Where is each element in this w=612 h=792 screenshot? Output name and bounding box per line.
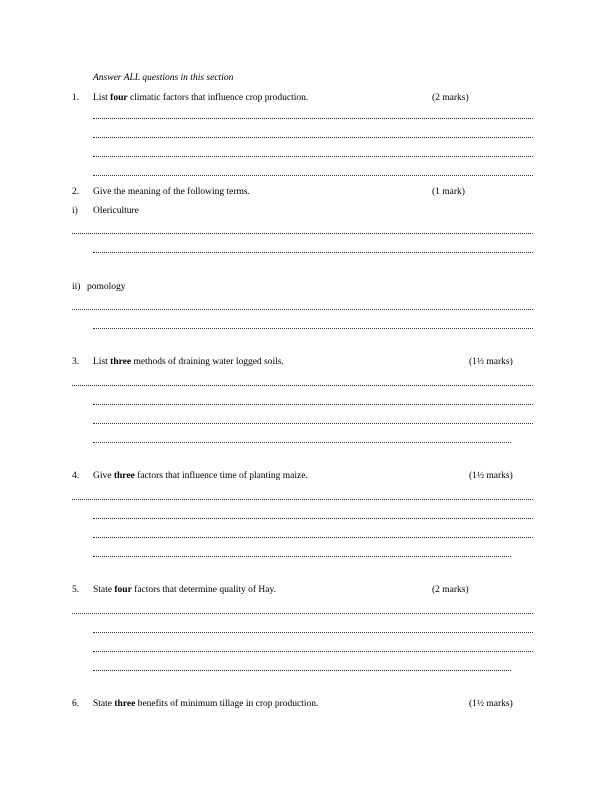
question-3-number: 3. [72,357,80,367]
answer-line[interactable] [93,423,533,424]
question-1-marks: (2 marks) [432,93,469,103]
answer-line[interactable] [72,385,533,386]
question-5-number: 5. [72,585,80,595]
question-6-number: 6. [72,699,80,709]
answer-line[interactable] [93,632,533,633]
question-2-number: 2. [72,187,80,197]
question-3-marks: (1½ marks) [469,357,513,367]
question-4-marks: (1½ marks) [469,471,513,481]
answer-line[interactable] [72,499,533,500]
answer-line[interactable] [93,137,533,138]
answer-line[interactable] [93,518,533,519]
question-2ii-number: ii) [72,282,81,292]
question-2i-term: Olericulture [93,206,139,216]
answer-line[interactable] [93,252,533,253]
question-1-text: List four climatic factors that influence crop production. [93,93,309,103]
answer-line[interactable] [93,328,533,329]
answer-line[interactable] [93,156,533,157]
answer-line[interactable] [93,404,533,405]
question-5-marks: (2 marks) [432,585,469,595]
question-2ii-term: pomology [87,282,126,292]
question-2-text: Give the meaning of the following terms. [93,187,250,197]
question-6-text: State three benefits of minimum tillage in crop production. [93,699,319,709]
answer-line[interactable] [72,309,533,310]
answer-line[interactable] [72,233,533,234]
question-2i-number: i) [72,206,78,216]
answer-line[interactable] [93,556,511,557]
question-6-marks: (1½ marks) [469,699,513,709]
answer-line[interactable] [93,118,533,119]
question-2-marks: (1 mark) [432,187,465,197]
question-1-number: 1. [72,93,80,103]
answer-line[interactable] [93,175,533,176]
section-instruction: Answer ALL questions in this section [93,73,234,83]
answer-line[interactable] [72,613,533,614]
answer-line[interactable] [93,651,533,652]
question-4-number: 4. [72,471,80,481]
answer-line[interactable] [93,537,533,538]
answer-line[interactable] [93,442,511,443]
question-4-text: Give three factors that influence time of planting maize. [93,471,308,481]
question-5-text: State four factors that determine quality of Hay. [93,585,277,595]
question-3-text: List three methods of draining water logged soils. [93,357,284,367]
answer-line[interactable] [93,670,511,671]
